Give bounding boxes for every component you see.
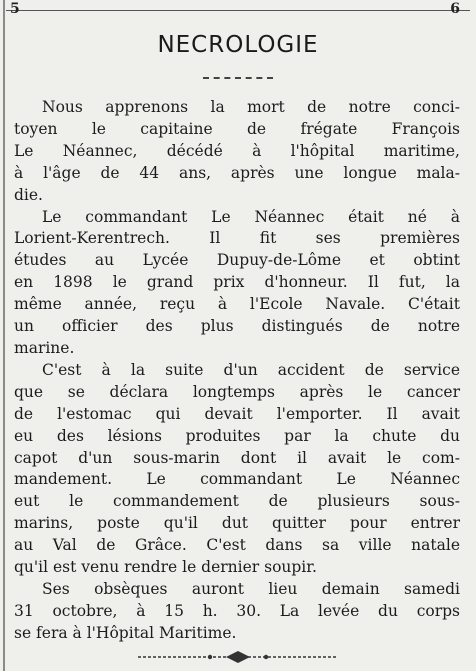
text-line: eu des lésions produites par la chute du — [14, 426, 460, 445]
text-line: que se déclara longtemps après le cancer — [14, 382, 460, 401]
text-line: die. — [14, 185, 43, 204]
text-line: C'est à la suite d'un accident de service — [42, 360, 460, 379]
text-line: études au Lycée Dupuy-de-Lôme et obtint — [14, 251, 460, 270]
text-line: au Val de Grâce. C'est dans sa ville natale — [14, 536, 460, 555]
text-line: eut le commandement de plusieurs sous- — [14, 492, 460, 511]
text-line: 31 octobre, à 15 h. 30. La levée du corps — [14, 601, 460, 620]
text-line: toyen le capitaine de frégate François — [14, 119, 460, 138]
article-paragraph — [14, 97, 460, 207]
text-line: de l'estomac qui devait l'emporter. Il avait — [14, 404, 460, 423]
text-line: Le Néannec, décédé à l'hôpital maritime, — [14, 141, 460, 160]
article-paragraph — [14, 579, 460, 645]
corner-mark-left: 5 — [10, 1, 20, 17]
text-line: un officier des plus distingués de notre — [14, 317, 460, 336]
article-body — [14, 97, 460, 645]
text-line: même année, reçu à l'Ecole Navale. C'était — [14, 295, 460, 314]
text-line: Lorient-Kerentrech. Il fit ses premières — [14, 229, 460, 248]
article-paragraph — [14, 207, 460, 360]
top-rule — [6, 10, 470, 11]
article-paragraph — [14, 360, 460, 579]
text-line: en 1898 le grand prix d'honneur. Il fut, la — [14, 273, 460, 292]
text-line: Le commandant Le Néannec était né à — [42, 207, 460, 226]
page-title: NECROLOGIE — [157, 32, 319, 58]
text-line: à l'âge de 44 ans, après une longue mala- — [14, 163, 460, 182]
title-divider — [203, 77, 273, 79]
text-line: marins, poste qu'il dut quitter pour entrer — [14, 514, 460, 533]
text-line: mandement. Le commandant Le Néannec — [14, 470, 460, 489]
corner-mark-right: 6 — [450, 1, 460, 17]
column-edge-rule — [3, 0, 5, 671]
text-line: capot d'un sous-marin dont il avait le com- — [14, 448, 460, 467]
text-line: se fera à l'Hôpital Maritime. — [14, 623, 237, 642]
text-line: Ses obsèques auront lieu demain samedi — [42, 579, 460, 598]
ornamental-divider — [138, 650, 338, 664]
text-line: qu'il est venu rendre le dernier soupir. — [14, 558, 317, 577]
text-line: Nous apprenons la mort de notre conci- — [42, 98, 460, 116]
text-line: marine. — [14, 338, 75, 357]
